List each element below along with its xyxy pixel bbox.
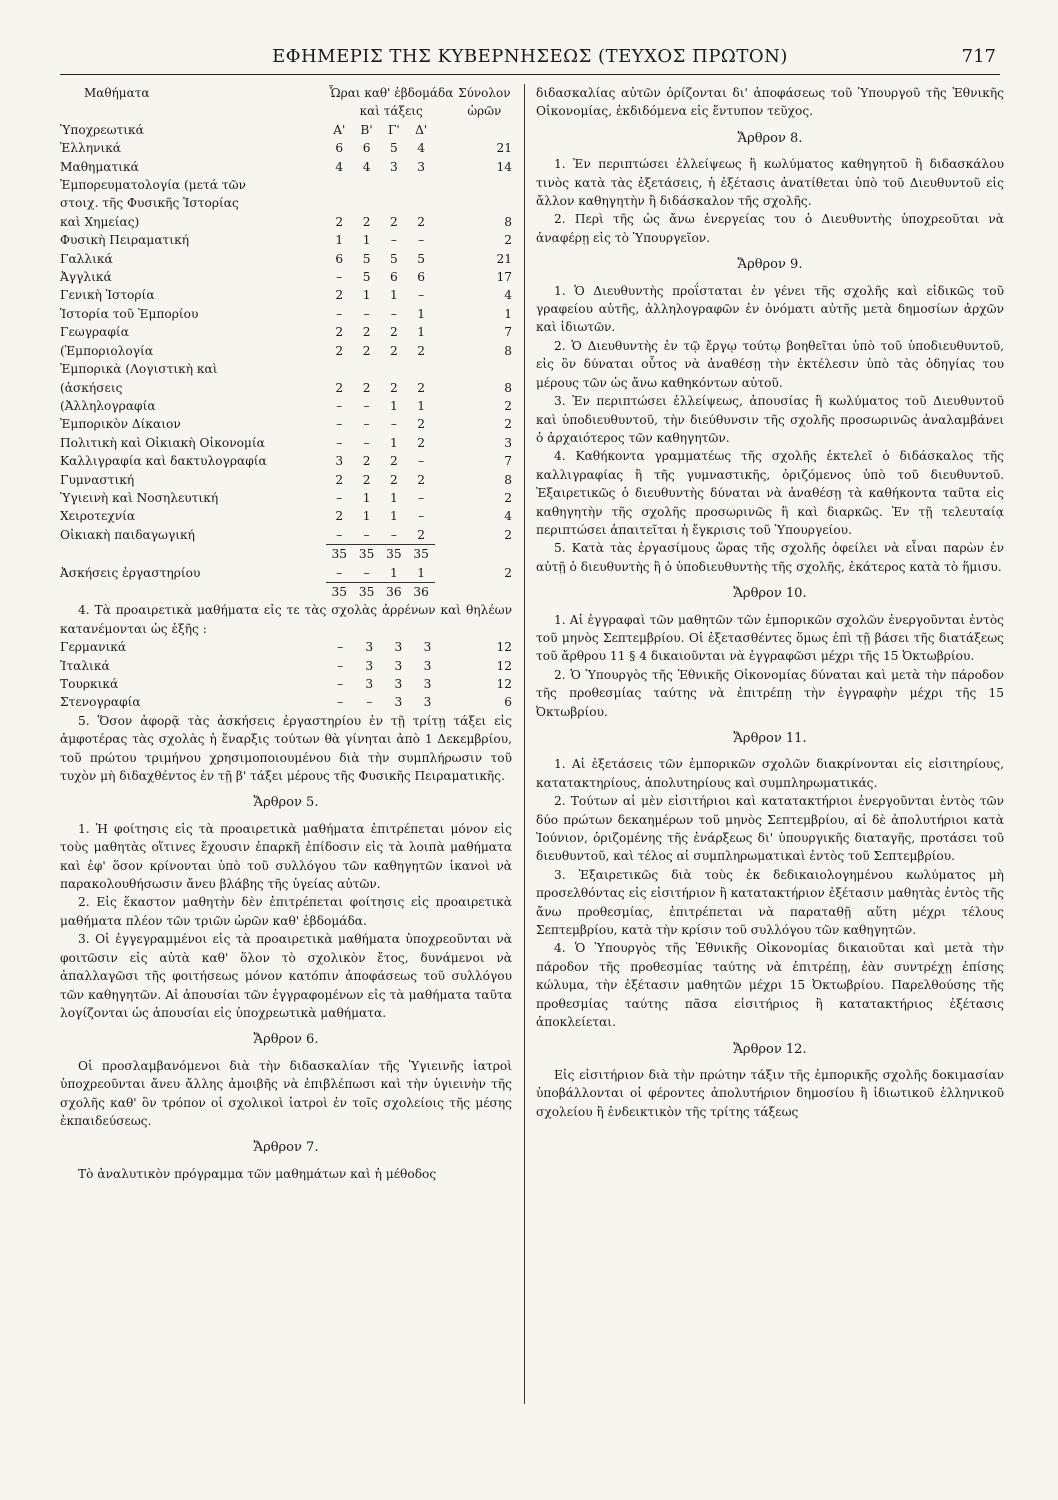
workshop-cell: 1 bbox=[417, 565, 426, 580]
subject-cell: στοιχ. τῆς Φυσικῆς Ἱστορίας bbox=[60, 196, 239, 211]
hours-cell: 2 bbox=[362, 454, 371, 469]
total-cell: 6 bbox=[504, 695, 512, 710]
hours-cell: 2 bbox=[362, 214, 371, 229]
table-row bbox=[60, 379, 512, 397]
total-cell: 14 bbox=[496, 159, 512, 174]
paragraph: 1. Ὁ Διευθυντὴς προΐσταται ἐν γένει τῆς σχολῆς καὶ εἰδικῶς τοῦ γραφείου αὐτῆς, ἀλληλογραφῶν ἐν ὀνόματι αὐτῆς μετὰ δημοσίων ἀρχῶν καὶ ἰδιωτῶν. bbox=[536, 283, 1004, 335]
table-row bbox=[60, 213, 512, 231]
paragraph: 4. Ὁ Ὑπουργὸς τῆς Ἐθνικῆς Οἰκονομίας δικαιοῦται καὶ μετὰ τὴν πάροδον τῆς προθεσμίας ταύτης νὰ ἐπιτρέπῃ, ἐὰν συντρέχῃ ἐπίσης κώλυμα, τὴν ἐξέτασιν μαθητῶν μέχρι 15 Ὀκτωβρίου. Παρελθούσης τῆς προθεσμίας ταύτης πᾶσα εἰσιτήριος ἢ κατατακτήριος ἐξέτασις ἀποκλείεται. bbox=[536, 941, 1004, 1030]
hours-cell: 3 bbox=[394, 677, 403, 691]
subject-cell: Καλλιγραφία καὶ δακτυλογραφία bbox=[60, 454, 267, 469]
table-row bbox=[60, 452, 512, 470]
hours-cell: 6 bbox=[362, 141, 371, 156]
table-row bbox=[60, 250, 512, 268]
grand-total-cell: 36 bbox=[408, 582, 435, 601]
hours-cell: 1 bbox=[417, 325, 426, 340]
article-heading: Ἄρθρον 5. bbox=[253, 795, 319, 811]
total-cell: 17 bbox=[496, 270, 512, 285]
hours-cell: 3 bbox=[394, 695, 403, 710]
table-row bbox=[60, 139, 512, 157]
hours-cell: 3 bbox=[365, 658, 374, 673]
subject-cell: Ὑγιεινὴ καὶ Νοσηλευτική bbox=[60, 490, 219, 505]
total-cell: 3 bbox=[504, 435, 512, 450]
subject-cell: Γενικὴ Ἱστορία bbox=[60, 288, 155, 303]
hours-cell bbox=[353, 360, 380, 378]
hours-cell: – bbox=[363, 417, 370, 432]
subject-cell: Ἐμπορικὸν Δίκαιον bbox=[60, 417, 181, 432]
hours-cell: 3 bbox=[394, 640, 403, 655]
workshop-cell: – bbox=[363, 565, 370, 580]
table-row bbox=[60, 507, 512, 525]
group-compulsory: Ὑποχρεωτικά bbox=[60, 122, 144, 137]
total-cell: 2 bbox=[504, 233, 512, 248]
subject-cell: Ἀγγλικά bbox=[60, 270, 112, 285]
hours-cell: 2 bbox=[335, 288, 344, 303]
hours-cell bbox=[408, 360, 435, 378]
hours-cell: 2 bbox=[417, 380, 426, 395]
paragraph: 4. Τὰ προαιρετικὰ μαθήματα εἰς τε τὰς σχολὰς ἀρρένων καὶ θηλέων κατανέμονται ὡς ἑξῆς : bbox=[60, 603, 512, 636]
hours-cell: – bbox=[418, 490, 425, 505]
hours-cell: – bbox=[390, 527, 397, 542]
hours-cell: – bbox=[337, 640, 344, 655]
table-row bbox=[60, 415, 512, 433]
optional-rows bbox=[60, 638, 512, 712]
hours-cell bbox=[408, 194, 435, 212]
total-cell bbox=[457, 360, 512, 378]
hours-cell bbox=[326, 360, 353, 378]
table-row bbox=[60, 360, 512, 378]
grades-row bbox=[60, 121, 512, 139]
subject-header: Μαθήματα bbox=[84, 86, 150, 100]
paragraph: 5. Κατὰ τὰς ἐργασίμους ὥρας τῆς σχολῆς ὀφείλει νὰ εἶναι παρὼν ἐν αὐτῇ ὁ διευθυντὴς ἢ ὁ ὑποδιευθυντὴς τῆς σχολῆς, ἑκάτερος κατὰ τὸ ἥμισυ. bbox=[536, 541, 1004, 574]
paragraph: Τὸ ἀναλυτικὸν πρόγραμμα τῶν μαθημάτων καὶ ἡ μέθοδος bbox=[78, 1166, 437, 1181]
hours-cell: 2 bbox=[362, 472, 371, 487]
total-cell: 8 bbox=[504, 343, 512, 358]
hours-cell: 4 bbox=[362, 159, 371, 174]
total-cell bbox=[457, 194, 512, 212]
total-cell: 8 bbox=[504, 472, 512, 487]
hours-cell: 2 bbox=[389, 325, 398, 340]
paragraph: 1. Αἱ ἐγγραφαὶ τῶν μαθητῶν τῶν ἐμπορικῶν σχολῶν ἐνεργοῦνται ἐντὸς τοῦ μηνὸς Σεπτεμβρίου. Οἱ ἐξετασθέντες ὅμως ἐπὶ τῇ βάσει τῆς διατάξεως τοῦ ἄρθρου 11 § 4 δικαιοῦνται νὰ ἐγγραφῶσι μέχρι τῆς 15 Ὀκτωβρίου. bbox=[536, 612, 1004, 664]
subject-cell: Γεωγραφία bbox=[60, 325, 129, 340]
hours-cell bbox=[380, 194, 407, 212]
table-row bbox=[60, 268, 512, 286]
hours-cell: 3 bbox=[365, 640, 374, 655]
hours-cell: 3 bbox=[389, 159, 398, 174]
hours-cell: 2 bbox=[417, 472, 426, 487]
hours-cell: 5 bbox=[389, 141, 398, 156]
hours-cell: 2 bbox=[389, 380, 398, 395]
hours-cell: 5 bbox=[389, 251, 398, 266]
table-row bbox=[60, 526, 512, 545]
hours-cell bbox=[326, 194, 353, 212]
subtotal-row bbox=[60, 545, 512, 564]
hours-cell: 2 bbox=[389, 454, 398, 469]
table-row bbox=[60, 397, 512, 415]
total-cell: 2 bbox=[504, 528, 512, 543]
total-cell: 12 bbox=[496, 658, 512, 673]
hours-cell: 1 bbox=[389, 288, 398, 303]
table-row bbox=[60, 434, 512, 452]
grade-label: Α' bbox=[333, 122, 346, 137]
hours-cell: 2 bbox=[335, 343, 344, 358]
subtotal-cell: 35 bbox=[353, 545, 380, 564]
total-cell: 21 bbox=[496, 251, 512, 266]
hours-cell: 2 bbox=[389, 214, 398, 229]
hours-cell: – bbox=[337, 695, 344, 710]
hours-cell: – bbox=[337, 658, 344, 673]
hours-cell: 2 bbox=[389, 472, 398, 487]
paragraph: Εἰς εἰσιτήριον διὰ τὴν πρώτην τάξιν τῆς ἐμπορικῆς σχολῆς δοκιμασίαν ὑποβάλλονται οἱ φέροντες ἀπολυτήριον δημοσίου ἢ ἰδιωτικοῦ ἑλληνικοῦ σχολείου ἢ ἐνδεικτικὸν τῆς τρίτης τάξεως bbox=[536, 1067, 1004, 1119]
hours-cell: – bbox=[363, 306, 370, 321]
total-header: Σύνολον bbox=[458, 86, 511, 100]
paragraph: 2. Ὁ Ὑπουργὸς τῆς Ἐθνικῆς Οἰκονομίας δύναται καὶ μετὰ τὴν πάροδον τῆς προθεσμίας ταύτης νὰ ἐπιτρέπῃ τὴν ἐγγραφὴν μέχρι τῆς 15 Ὀκτωβρίου. bbox=[536, 667, 1004, 719]
table-row bbox=[60, 657, 512, 675]
table-row bbox=[60, 305, 512, 323]
hours-cell: 3 bbox=[423, 695, 432, 710]
grade-label: Δ' bbox=[415, 122, 428, 137]
hours-cell: – bbox=[336, 270, 343, 285]
workshop-cell: 1 bbox=[389, 565, 398, 580]
total-cell: 4 bbox=[504, 288, 512, 303]
hours-cell bbox=[380, 360, 407, 378]
hours-cell: 1 bbox=[362, 288, 371, 303]
hours-cell bbox=[353, 176, 380, 194]
hours-cell: – bbox=[337, 677, 344, 691]
total-cell: 12 bbox=[496, 640, 512, 655]
hours-cell: – bbox=[418, 509, 425, 524]
hours-cell: 2 bbox=[417, 417, 426, 432]
table-row bbox=[60, 286, 512, 304]
hours-cell: 3 bbox=[394, 658, 403, 673]
hours-cell: 5 bbox=[362, 251, 371, 266]
subject-cell: Πολιτικὴ καὶ Οἰκιακὴ Οἰκονομία bbox=[60, 435, 265, 450]
article-heading: Ἄρθρον 11. bbox=[733, 731, 807, 746]
hours-cell: 2 bbox=[335, 509, 344, 524]
table-row bbox=[60, 675, 512, 693]
hours-cell: 3 bbox=[423, 640, 432, 655]
total-cell: 7 bbox=[504, 325, 512, 340]
total-cell: 2 bbox=[504, 398, 512, 413]
hours-cell: – bbox=[336, 435, 343, 450]
hours-cell: 6 bbox=[335, 141, 344, 156]
grade-label: Β' bbox=[360, 122, 373, 137]
total-cell: 1 bbox=[504, 306, 512, 321]
hours-cell: – bbox=[363, 435, 370, 450]
table-row bbox=[60, 158, 512, 176]
paragraph: 3. Ἐν περιπτώσει ἐλλείψεως, ἀπουσίας ἢ κωλύματος τοῦ Διευθυντοῦ καὶ ὑποδιευθυντοῦ, τὴν διεύθυνσιν τῆς σχολῆς προσωρινῶς ἀναλαμβάνει ὁ ἀρχαιότερος τῶν καθηγητῶν. bbox=[536, 394, 1004, 445]
table-row bbox=[60, 176, 512, 194]
right-column bbox=[536, 84, 1004, 1121]
grand-total-row bbox=[60, 582, 512, 601]
total-cell: 12 bbox=[496, 677, 512, 691]
total-cell: 7 bbox=[504, 454, 512, 469]
hours-cell: 2 bbox=[417, 527, 426, 542]
paragraph: 2. Περὶ τῆς ὡς ἄνω ἐνεργείας του ὁ Διευθυντὴς ὑποχρεοῦται νὰ ἀναφέρῃ εἰς τὸ Ὑπουργεῖον. bbox=[536, 212, 1004, 245]
paragraph: 2. Εἰς ἕκαστον μαθητὴν δὲν ἐπιτρέπεται φοίτησις εἰς προαιρετικὰ μαθήματα πλέον τῶν τριῶν ὡρῶν καθ' ἑβδομάδα. bbox=[60, 895, 512, 928]
hours-cell: 2 bbox=[362, 343, 371, 358]
hours-table bbox=[60, 84, 512, 601]
grand-total-cell: 35 bbox=[353, 582, 380, 601]
total-cell: 2 bbox=[504, 417, 512, 432]
table-row bbox=[60, 194, 512, 212]
column-divider bbox=[524, 84, 525, 1404]
subject-cell: Ἐμπορευματολογία (μετά τῶν bbox=[60, 178, 246, 193]
subject-cell: Γερμανικά bbox=[60, 640, 127, 655]
article-heading: Ἄρθρον 12. bbox=[733, 1041, 807, 1057]
subject-rows bbox=[60, 139, 512, 544]
subject-cell: (Ἐμποριολογία bbox=[60, 343, 154, 358]
subject-cell: καὶ Χημείας) bbox=[60, 214, 140, 229]
hours-cell: – bbox=[418, 233, 425, 248]
hours-cell: 1 bbox=[335, 233, 344, 248]
hours-cell: 3 bbox=[423, 677, 432, 691]
hours-cell: 3 bbox=[423, 658, 432, 673]
workshop-cell: – bbox=[336, 565, 343, 580]
hours-cell bbox=[408, 176, 435, 194]
article-heading: Ἄρθρον 10. bbox=[733, 586, 807, 602]
hours-cell: 3 bbox=[335, 454, 344, 469]
hours-cell: 3 bbox=[417, 159, 426, 174]
total-cell bbox=[457, 176, 512, 194]
grades-header: καὶ τάξεις bbox=[359, 104, 423, 119]
paragraph: 1. Αἱ ἐξετάσεις τῶν ἐμπορικῶν σχολῶν διακρίνονται εἰς εἰσιτηρίους, κατατακτηρίους, ἀπολυτηρίους καὶ συμπληρωματικάς. bbox=[536, 757, 1004, 790]
hours-cell: – bbox=[418, 288, 425, 303]
hours-cell bbox=[353, 194, 380, 212]
subject-cell: Οἰκιακὴ παιδαγωγική bbox=[60, 528, 195, 543]
hours-cell: – bbox=[336, 490, 343, 505]
article-heading: Ἄρθρον 9. bbox=[737, 257, 803, 273]
subject-cell: Ἑλληνικά bbox=[60, 141, 122, 156]
hours-cell: 4 bbox=[335, 159, 344, 174]
subject-cell: Γυμναστική bbox=[60, 472, 135, 487]
grand-total-cell: 35 bbox=[326, 582, 353, 601]
grade-label: Γ' bbox=[387, 122, 400, 137]
hours-cell: – bbox=[390, 306, 397, 321]
subtotal-cell: 35 bbox=[408, 545, 435, 564]
subject-cell: Τουρκικά bbox=[60, 677, 119, 691]
hours-cell: 4 bbox=[417, 141, 426, 156]
hours-cell: 1 bbox=[362, 490, 371, 505]
subject-cell: Ἱστορία τοῦ Ἐμπορίου bbox=[60, 306, 199, 321]
subject-cell: Γαλλικά bbox=[60, 251, 113, 266]
hours-cell: – bbox=[390, 417, 397, 432]
hours-cell: 6 bbox=[335, 251, 344, 266]
hours-cell: 3 bbox=[365, 677, 374, 691]
table-header-row-2 bbox=[60, 102, 512, 120]
hours-cell: – bbox=[363, 527, 370, 542]
hours-cell: 2 bbox=[362, 325, 371, 340]
total-cell: 21 bbox=[496, 141, 512, 156]
subject-cell: Χειροτεχνία bbox=[60, 509, 136, 524]
hours-cell: 1 bbox=[362, 509, 371, 524]
hours-cell: – bbox=[336, 417, 343, 432]
hours-cell: – bbox=[418, 454, 425, 469]
workshop-subject: Ἀσκήσεις ἐργαστηρίου bbox=[60, 566, 201, 581]
subtotal-cell: 35 bbox=[326, 545, 353, 564]
table-row bbox=[60, 471, 512, 489]
table-row bbox=[60, 231, 512, 249]
total-cell: 4 bbox=[504, 509, 512, 524]
page-number: 717 bbox=[961, 46, 996, 67]
hours-unit-header: ὡρῶν bbox=[467, 104, 502, 119]
hours-cell: 1 bbox=[389, 398, 398, 413]
hours-cell: – bbox=[336, 398, 343, 413]
hours-cell: – bbox=[336, 527, 343, 542]
subject-cell: Ἰταλικά bbox=[60, 658, 110, 673]
hours-cell: – bbox=[336, 306, 343, 321]
article-heading: Ἄρθρον 8. bbox=[737, 130, 803, 146]
hours-cell: – bbox=[390, 233, 397, 248]
workshop-row bbox=[60, 564, 512, 583]
table-header-row bbox=[60, 84, 512, 102]
subject-cell: Φυσικὴ Πειραματική bbox=[60, 233, 189, 248]
hours-cell bbox=[380, 176, 407, 194]
hours-cell: 1 bbox=[417, 398, 426, 413]
grand-total-cell: 36 bbox=[380, 582, 407, 601]
hours-cell: – bbox=[363, 398, 370, 413]
total-cell: 8 bbox=[504, 380, 512, 395]
hours-cell: 2 bbox=[335, 472, 344, 487]
hours-cell: 5 bbox=[417, 251, 426, 266]
paragraph: 5. Ὅσον ἀφορᾷ τὰς ἀσκήσεις ἐργαστηρίου ἐν τῇ τρίτῃ τάξει εἰς ἀμφοτέρας τὰς σχολὰς ἡ ἔναρξις τούτων θὰ γίνηται ἀπὸ 1 Δεκεμβρίου, τοῦ πρώτου τριμήνου χρησιμοποιουμένου διὰ τὴν συμπλήρωσιν τοῦ τυχὸν μὴ διδαχθέντος ἐν τῇ β' τάξει μέρους τῆς Φυσικῆς Πειραματικῆς. bbox=[60, 713, 512, 784]
hours-cell: 2 bbox=[362, 380, 371, 395]
paragraph: 1. Ἐν περιπτώσει ἐλλείψεως ἢ κωλύματος καθηγητοῦ ἢ διδασκάλου τινὸς κατὰ τὰς ἐξετάσεις, ἡ ἐξέτασις ἀνατίθεται ὑπὸ τοῦ Διευθυντοῦ εἰς ἄλλον καθηγητὴν ἢ διδάσκαλον τῆς σχολῆς. bbox=[536, 157, 1004, 209]
total-cell: 2 bbox=[504, 490, 512, 505]
hours-cell: 1 bbox=[389, 490, 398, 505]
subject-cell: (ἀσκήσεις bbox=[60, 380, 123, 395]
paragraph: 2. Ὁ Διευθυντὴς ἐν τῷ ἔργῳ τούτῳ βοηθεῖται ὑπὸ τοῦ ὑποδιευθυντοῦ, εἰς ὃν δύναται οὗτος νὰ ἀναθέσῃ τὴν ἐκτέλεσιν ὑπὸ τὰς ὁδηγίας του μέρους τῶν ὡς ἄνω καθηκόντων αὐτοῦ. bbox=[536, 338, 1004, 390]
hours-cell bbox=[326, 176, 353, 194]
hours-cell: 1 bbox=[389, 435, 398, 450]
hours-cell: 1 bbox=[362, 233, 371, 248]
paragraph: 3. Οἱ ἐγγεγραμμένοι εἰς τὰ προαιρετικὰ μαθήματα ὑποχρεοῦνται νὰ φοιτῶσιν εἰς αὐτὰ καθ' ὅλον τὸ σχολικὸν ἔτος, δυνάμενοι νὰ ἀπαλλαγῶσι τῆς φοιτήσεως μόνον κατόπιν ἀποφάσεως τοῦ συλλόγου τῶν καθηγητῶν. Αἱ ἀπουσίαι τῶν ἐγγραφομένων εἰς τὰ μαθήματα ταῦτα λογίζονται ὡς ἀπουσίαι εἰς ὑποχρεωτικὰ μαθήματα. bbox=[60, 932, 512, 1020]
workshop-total: 2 bbox=[504, 566, 512, 581]
hours-cell: 6 bbox=[417, 270, 426, 285]
subject-cell: (Ἀλληλογραφία bbox=[60, 398, 156, 413]
hours-cell: 2 bbox=[335, 214, 344, 229]
article-heading: Ἄρθρον 6. bbox=[253, 1032, 319, 1048]
paragraph: 2. Τούτων αἱ μὲν εἰσιτήριοι καὶ κατατακτήριοι ἐνεργοῦνται ἐντὸς τῶν δύο πρώτων δεκαημέρων τοῦ μηνὸς Σεπτεμβρίου, αἱ δὲ ἀπολυτήριοι κατὰ Ἰούνιον, ὁριζομένης τῆς ἐνάρξεως δι' ὑπουργικῆς διαταγῆς, προτάσει τοῦ διευθυντοῦ, καὶ τέλος αἱ συμπληρωματικαὶ ἐντὸς τοῦ Σεπτεμβρίου. bbox=[536, 794, 1004, 864]
paragraph: διδασκαλίας αὐτῶν ὁρίζονται δι' ἀποφάσεως τοῦ Ὑπουργοῦ τῆς Ἐθνικῆς Οἰκονομίας, ἐκδιδόμενα εἰς ἔντυπον τεῦχος. bbox=[536, 86, 1004, 119]
table-row bbox=[60, 693, 512, 711]
table-row bbox=[60, 489, 512, 507]
article-heading: Ἄρθρον 7. bbox=[253, 1140, 319, 1156]
hours-cell: 6 bbox=[389, 270, 398, 285]
gazette-title: ΕΦΗΜΕΡΙΣ ΤΗΣ ΚΥΒΕΡΝΗΣΕΩΣ (ΤΕΥΧΟΣ ΠΡΩΤΟΝ) bbox=[272, 46, 788, 67]
hours-cell: 1 bbox=[417, 306, 426, 321]
table-row bbox=[60, 323, 512, 341]
subject-cell: Μαθηματικά bbox=[60, 159, 139, 174]
hours-cell: 2 bbox=[389, 343, 398, 358]
hours-cell: 2 bbox=[417, 343, 426, 358]
page-header bbox=[60, 44, 1000, 75]
hours-cell: 2 bbox=[417, 214, 426, 229]
subtotal-cell: 35 bbox=[380, 545, 407, 564]
subject-cell: Ἐμπορικὰ (Λογιστικὴ καὶ bbox=[60, 362, 218, 377]
hours-cell: 2 bbox=[335, 380, 344, 395]
subject-cell: Στενογραφία bbox=[60, 695, 141, 710]
hours-cell: 2 bbox=[417, 435, 426, 450]
paragraph: 3. Ἐξαιρετικῶς διὰ τοὺς ἐκ δεδικαιολογημένου κωλύματος μὴ προσελθόντας εἰς εἰσιτήριον ἢ κατατακτήριον ἐξέτασιν μαθητὰς ἐντὸς τῆς ἄνω προθεσμίας, ἐπιτρέπεται νὰ παραταθῇ αὕτη μέχρι τέλους Σεπτεμβρίου, κατὰ τὴν κρίσιν τοῦ συλλόγου τῶν καθηγητῶν. bbox=[536, 867, 1004, 938]
hours-header: Ὧραι καθ' ἑβδομάδα bbox=[329, 86, 454, 100]
optional-table bbox=[60, 638, 512, 712]
table-row bbox=[60, 342, 512, 360]
left-column bbox=[60, 84, 512, 1183]
hours-cell: 2 bbox=[335, 325, 344, 340]
paragraph: Οἱ προσλαμβανόμενοι διὰ τὴν διδασκαλίαν τῆς Ὑγιεινῆς ἰατροὶ ὑποχρεοῦνται ἄνευ ἄλλης ἀμοιβῆς νὰ ἐπιβλέπωσι καὶ τὴν ὑγιεινὴν τῆς σχολῆς καθ' ὃν τρόπον οἱ σχολικοὶ ἰατροὶ ἐν τοῖς σχολείοις τῆς μέσης ἐκπαιδεύσεως. bbox=[60, 1058, 512, 1128]
hours-cell: 5 bbox=[362, 270, 371, 285]
paragraph: 1. Ἡ φοίτησις εἰς τὰ προαιρετικὰ μαθήματα ἐπιτρέπεται μόνον εἰς τοὺς μαθητὰς οἵτινες ἔχουσιν ἐπαρκῆ ἐπίδοσιν εἰς τὰ λοιπὰ μαθήματα καὶ ἐφ' ὅσον κρίνονται ὑπὸ τοῦ συλλόγου τῶν καθηγητῶν ἱκανοὶ νὰ παρακολουθήσωσιν ἄνευ βλάβης τῆς ὑγείας αὐτῶν. bbox=[60, 821, 512, 892]
hours-cell: 1 bbox=[389, 509, 398, 524]
table-row bbox=[60, 638, 512, 656]
paragraph: 4. Καθήκοντα γραμματέως τῆς σχολῆς ἐκτελεῖ ὁ διδάσκαλος τῆς καλλιγραφίας ἢ τῆς γυμναστικῆς, ὁριζόμενος ὑπὸ τοῦ διευθυντοῦ. Ἐξαιρετικῶς ὁ διευθυντὴς δύναται νὰ ἀναθέσῃ τὰ καθήκοντα ταῦτα εἰς καθηγητὴν τῆς σχολῆς προσωρινῶς ἢ καὶ διαρκῶς. Ἐν τῇ τελευταίᾳ περιπτώσει ἀπαιτεῖται ἡ ἔγκρισις τοῦ Ὑπουργείου. bbox=[536, 449, 1004, 537]
hours-cell: – bbox=[366, 695, 373, 710]
total-cell: 8 bbox=[504, 214, 512, 229]
